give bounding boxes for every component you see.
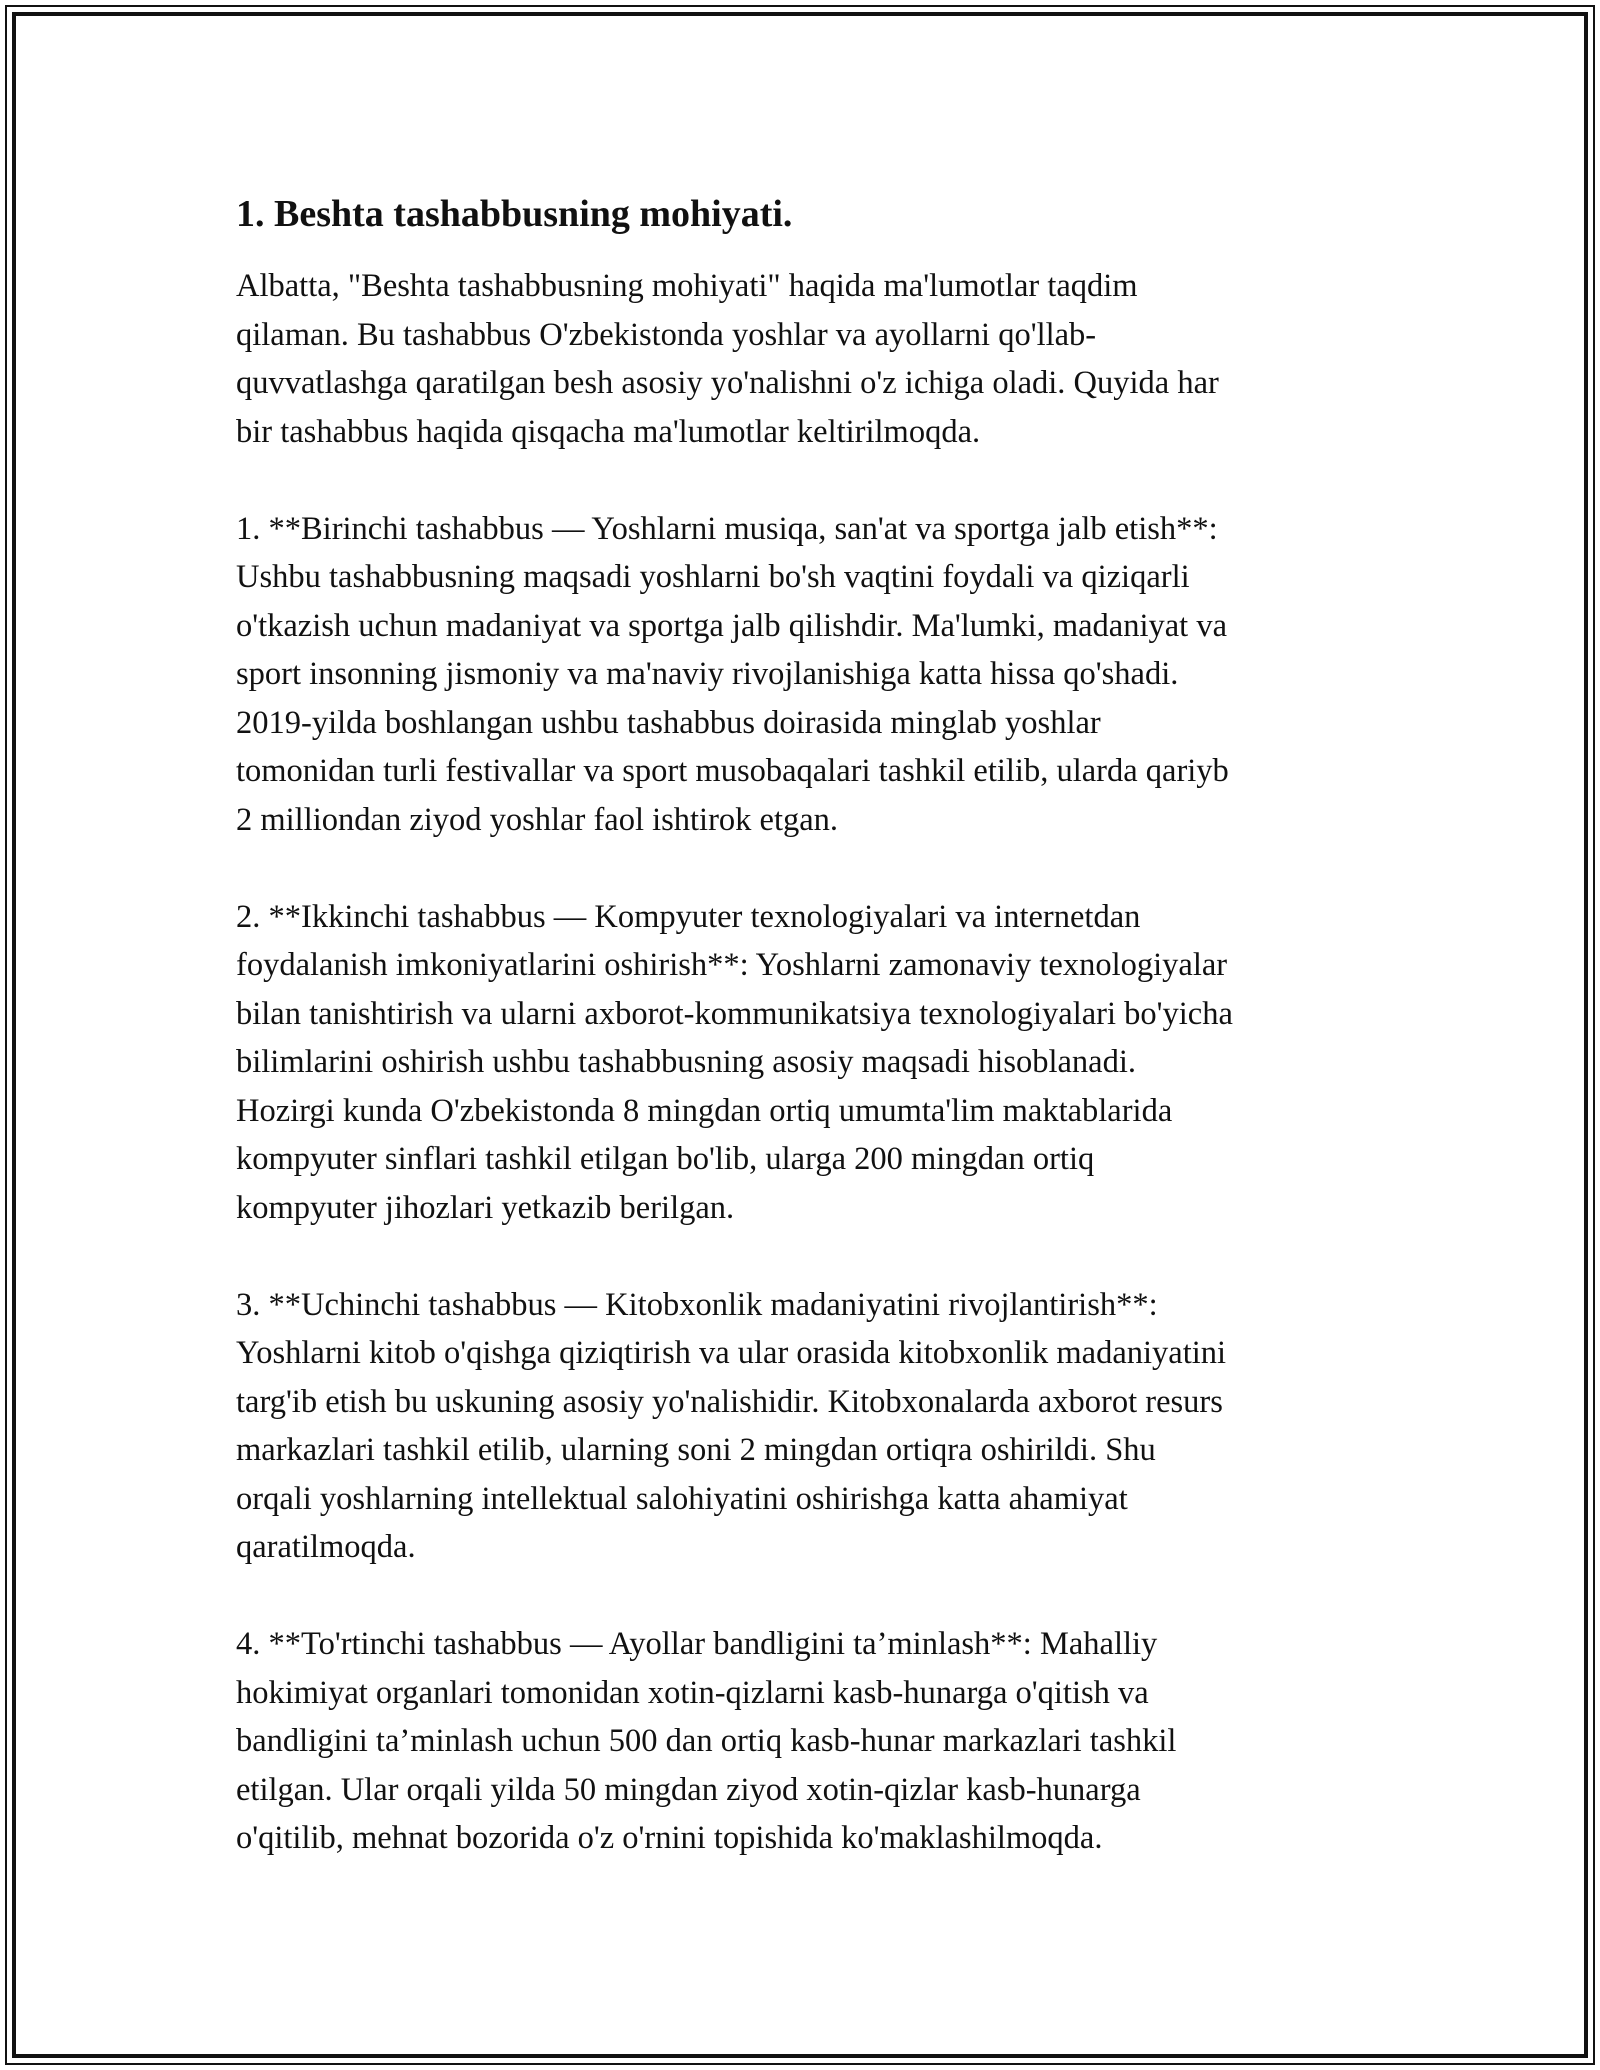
initiative-2-paragraph: 2. **Ikkinchi tashabbus — Kompyuter texnologiyalari va internetdan foydalanish imkoniyatlarini oshirish**: Yoshlarni zamonaviy texnologiyalar bilan tanishtirish va ularni axborot-kommunikatsiya texnologiyalari bo'yicha bilimlarini oshirish ushbu tashabbusning asosiy maqsadi hisoblanadi. Hozirgi kunda O'zbekistonda 8 mingdan ortiq umumta'lim maktablarida kompyuter sinflari tashkil etilgan bo'lib, ularga 200 mingdan ortiq kompyuter jihozlari yetkazib berilgan. [236,898,1233,1226]
document-body [236,188,1366,1863]
intro-paragraph: Albatta, "Beshta tashabbusning mohiyati" haqida ma'lumotlar taqdim qilaman. Bu tashabbus O'zbekistonda yoshlar va ayollarni qo'llab- quvvatlashga qaratilgan besh asosiy yo'nalishni o'z ichiga oladi. Quyida har bir tashabbus haqida qisqacha ma'lumotlar keltirilmoqda. [236,268,1219,450]
initiative-3-paragraph: 3. **Uchinchi tashabbus — Kitobxonlik madaniyatini rivojlantirish**: Yoshlarni kitob o'qishga qiziqtirish va ular orasida kitobxonlik madaniyatini targ'ib etish bu uskuning asosiy yo'nalishidir. Kitobxonalarda axborot resurs markazlari tashkil etilib, ularning soni 2 mingdan ortiqra oshirildi. Shu orqali yoshlarning intellektual salohiyatini oshirishga katta ahamiyat qaratilmoqda. [236,1286,1227,1565]
document-title: 1. Beshta tashabbusning mohiyati. [236,193,793,235]
initiative-4-paragraph: 4. **To'rtinchi tashabbus — Ayollar bandligini ta’minlash**: Mahalliy hokimiyat organlari tomonidan xotin-qizlarni kasb-hunarga o'qitish va bandligini ta’minlash uchun 500 dan ortiq kasb-hunar markazlari tashkil etilgan. Ular orqali yilda 50 mingdan ziyod xotin-qizlar kasb-hunarga o'qitilib, mehnat bozorida o'z o'rnini topishida ko'maklashilmoqda. [236,1626,1177,1856]
initiative-1-paragraph: 1. **Birinchi tashabbus — Yoshlarni musiqa, san'at va sportga jalb etish**: Ushbu tashabbusning maqsadi yoshlarni bo'sh vaqtini foydali va qiziqarli o'tkazish uchun madaniyat va sportga jalb qilishdir. Ma'lumki, madaniyat va sport insonning jismoniy va ma'naviy rivojlanishiga katta hissa qo'shadi. 2019-yilda boshlangan ushbu tashabbus doirasida minglab yoshlar tomonidan turli festivallar va sport musobaqalari tashkil etilib, ularda qariyb 2 milliondan ziyod yoshlar faol ishtirok etgan. [236,510,1229,838]
